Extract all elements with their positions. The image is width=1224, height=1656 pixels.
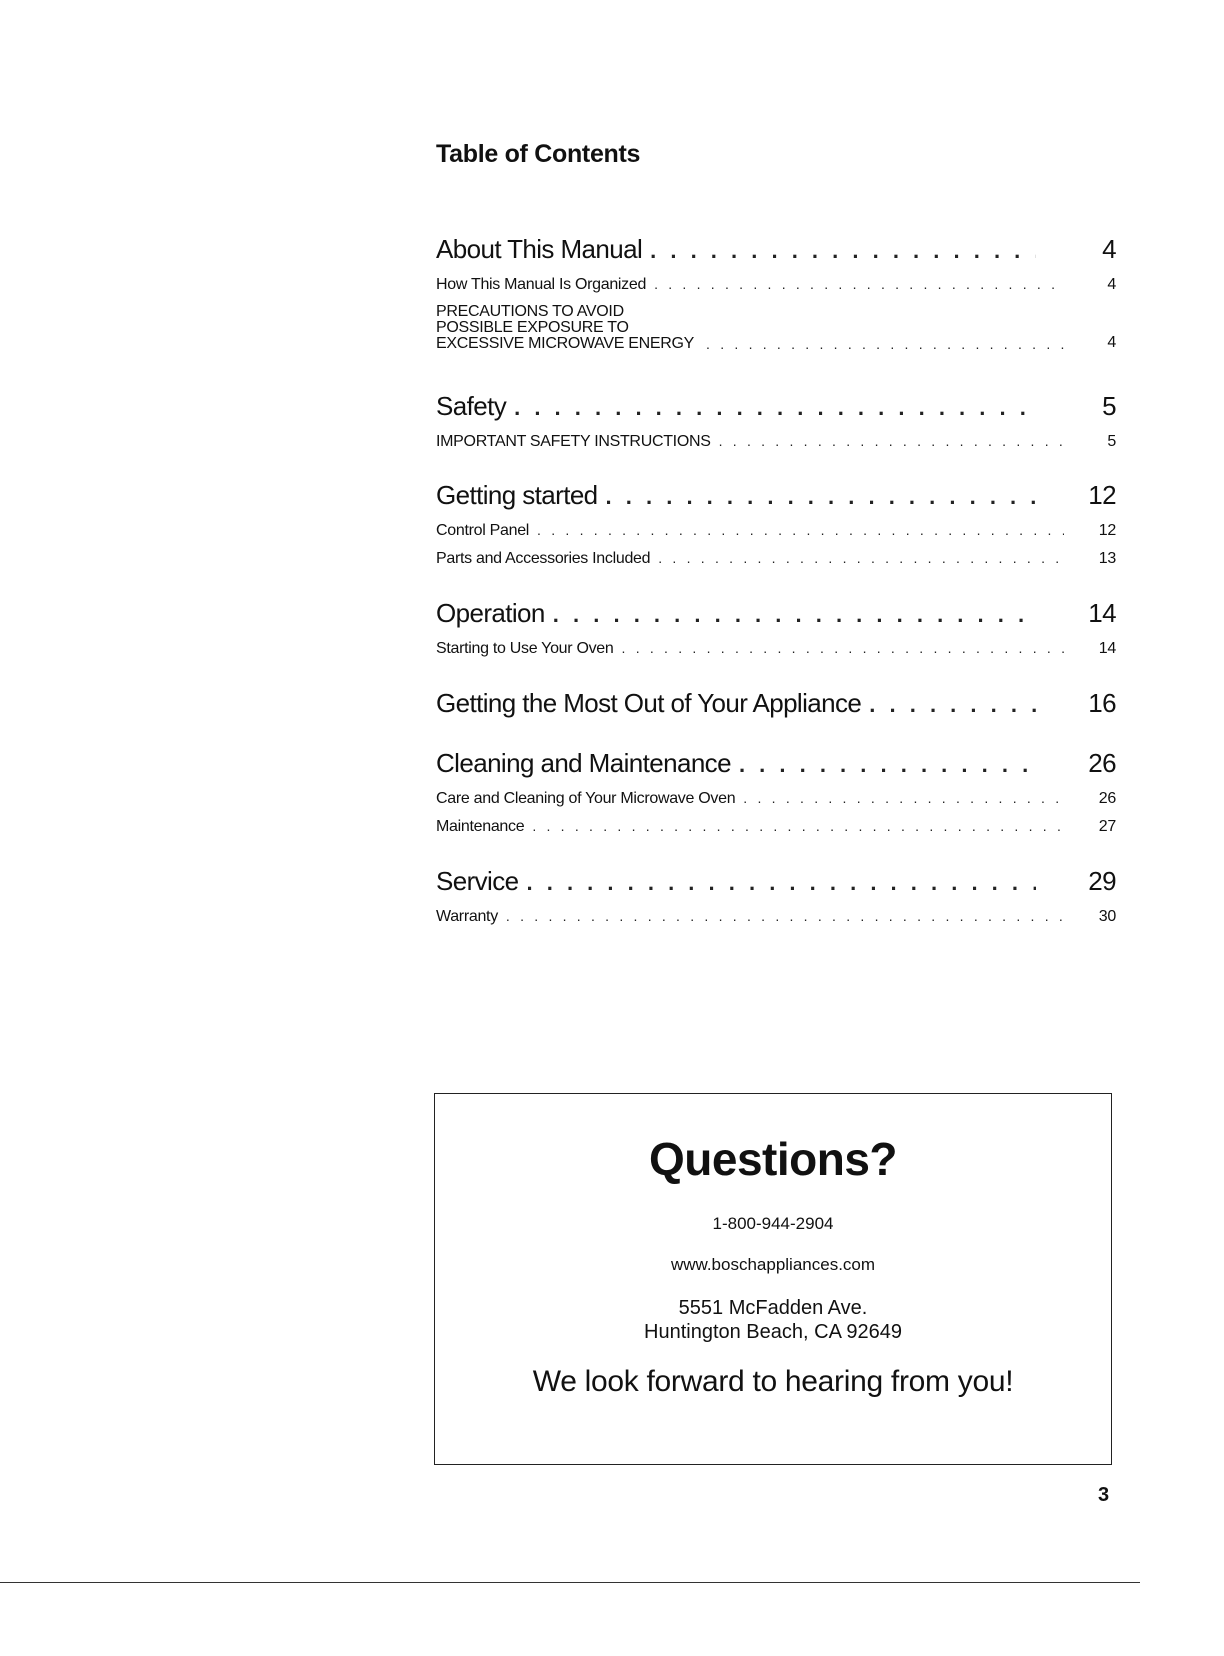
toc-entry-label: Care and Cleaning of Your Microwave Oven bbox=[436, 790, 736, 807]
dot-leader bbox=[719, 433, 1064, 449]
toc-entry-label: Warranty bbox=[436, 908, 498, 925]
dot-leader bbox=[514, 395, 1036, 421]
toc-entry-precautions[interactable] bbox=[436, 304, 1116, 352]
toc-entry-label: Safety bbox=[436, 391, 507, 421]
toc-entry-page: 30 bbox=[1098, 908, 1116, 925]
toc-entry-page: 5 bbox=[1102, 391, 1116, 421]
toc-entry-page: 5 bbox=[1107, 433, 1116, 450]
toc-entry-label: Service bbox=[436, 866, 519, 896]
toc-entry-page: 12 bbox=[1098, 522, 1116, 539]
toc-entry-getting-the-most-out[interactable] bbox=[436, 688, 1116, 719]
toc-entry-page: 14 bbox=[1098, 640, 1116, 657]
toc-entry-page: 26 bbox=[1098, 790, 1116, 807]
toc-entry-page: 13 bbox=[1098, 550, 1116, 567]
toc-entry-label: IMPORTANT SAFETY INSTRUCTIONS bbox=[436, 433, 711, 450]
closing-message: We look forward to hearing from you! bbox=[532, 1365, 1014, 1398]
toc-entry-control-panel[interactable] bbox=[436, 522, 1116, 540]
questions-box bbox=[434, 1093, 1112, 1465]
toc-entry-operation[interactable] bbox=[436, 598, 1116, 629]
toc-entry-page: 12 bbox=[1088, 480, 1116, 510]
toc-entry-label: Control Panel bbox=[436, 522, 530, 539]
toc-entry-how-this-manual-is-organized[interactable] bbox=[436, 276, 1116, 294]
dot-leader bbox=[537, 522, 1064, 538]
toc-entry-page: 14 bbox=[1088, 598, 1116, 628]
toc-entry-label: Operation bbox=[436, 598, 545, 628]
dot-leader bbox=[654, 276, 1064, 292]
dot-leader bbox=[553, 602, 1036, 628]
dot-leader bbox=[743, 790, 1064, 806]
dot-leader bbox=[658, 550, 1064, 566]
toc-entry-page: 4 bbox=[1102, 234, 1116, 264]
page-number: 3 bbox=[1098, 1484, 1110, 1506]
bottom-rule bbox=[0, 1582, 1140, 1583]
toc-entry-safety[interactable] bbox=[436, 391, 1116, 422]
address-line-1: 5551 McFadden Ave. bbox=[678, 1297, 868, 1319]
toc-entry-label: Getting started bbox=[436, 480, 598, 510]
toc-entry-getting-started[interactable] bbox=[436, 480, 1116, 511]
toc-entry-page: 4 bbox=[1107, 334, 1116, 351]
toc-entry-page: 16 bbox=[1088, 688, 1116, 718]
page-title: Table of Contents bbox=[436, 140, 641, 168]
website-link[interactable]: www.boschappliances.com bbox=[670, 1255, 876, 1274]
toc-entry-label: PRECAUTIONS TO AVOID POSSIBLE EXPOSURE TO EXCESSIVE MICROWAVE ENERGY bbox=[436, 303, 695, 352]
toc-entry-warranty[interactable] bbox=[436, 908, 1116, 926]
toc-entry-about-this-manual[interactable] bbox=[436, 234, 1116, 265]
toc-entry-page: 29 bbox=[1088, 866, 1116, 896]
dot-leader bbox=[869, 692, 1036, 718]
dot-leader bbox=[532, 818, 1064, 834]
dot-leader bbox=[622, 640, 1064, 656]
toc-entry-service[interactable] bbox=[436, 866, 1116, 897]
dot-leader bbox=[506, 908, 1064, 924]
toc-entry-starting-to-use-your-oven[interactable] bbox=[436, 640, 1116, 658]
mailing-address bbox=[435, 1296, 1111, 1344]
toc-entry-label: How This Manual Is Organized bbox=[436, 276, 647, 293]
dot-leader bbox=[527, 870, 1037, 896]
toc-entry-label: About This Manual bbox=[436, 234, 643, 264]
dot-leader bbox=[739, 752, 1036, 778]
toc-entry-label: Maintenance bbox=[436, 818, 525, 835]
toc-entry-label: Getting the Most Out of Your Appliance bbox=[436, 688, 862, 718]
toc-entry-care-and-cleaning[interactable] bbox=[436, 790, 1116, 808]
address-line-2: Huntington Beach, CA 92649 bbox=[644, 1321, 902, 1343]
toc-entry-page: 26 bbox=[1088, 748, 1116, 778]
toc-entry-label: Starting to Use Your Oven bbox=[436, 640, 614, 657]
toc-entry-maintenance[interactable] bbox=[436, 818, 1116, 836]
toc-entry-important-safety-instructions[interactable] bbox=[436, 433, 1116, 451]
questions-heading: Questions? bbox=[648, 1133, 898, 1185]
toc-entry-page: 4 bbox=[1107, 276, 1116, 293]
toc-entry-label: Cleaning and Maintenance bbox=[436, 748, 731, 778]
dot-leader bbox=[650, 238, 1036, 264]
dot-leader bbox=[706, 336, 1064, 352]
dot-leader bbox=[606, 484, 1036, 510]
toc-entry-page: 27 bbox=[1098, 818, 1116, 835]
toc-entry-parts-and-accessories[interactable] bbox=[436, 550, 1116, 568]
phone-number[interactable]: 1-800-944-2904 bbox=[712, 1214, 834, 1233]
toc-entry-label: Parts and Accessories Included bbox=[436, 550, 651, 567]
toc-entry-cleaning-and-maintenance[interactable] bbox=[436, 748, 1116, 779]
